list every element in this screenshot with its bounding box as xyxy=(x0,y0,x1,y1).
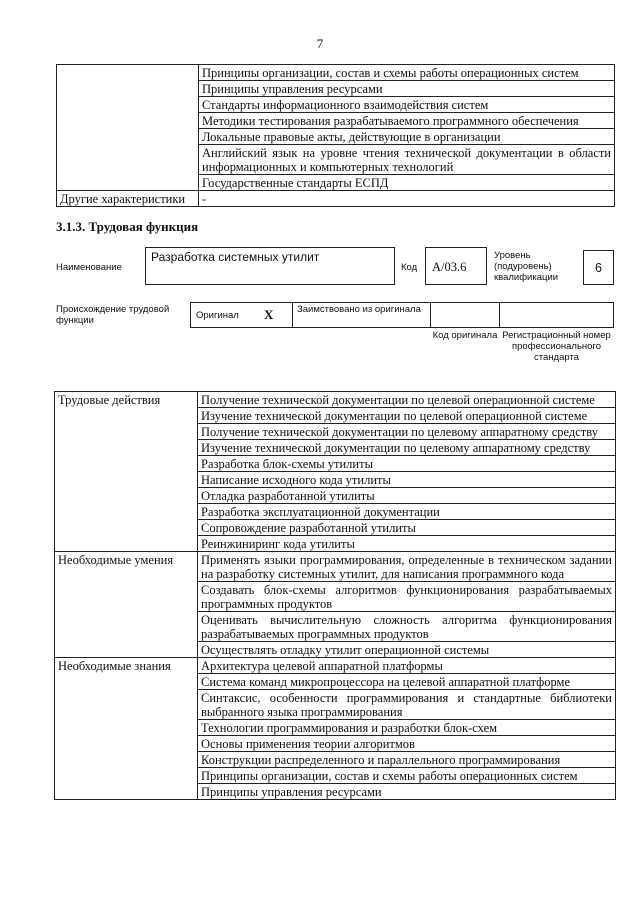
knowledge-3: Синтаксис, особенности программирования и стандартные библиотеки выбранного языка программирования xyxy=(198,690,616,720)
skills-label: Необходимые умения xyxy=(55,552,198,658)
original-code-label: Код оригинала xyxy=(432,330,498,341)
action-1: Получение технической документации по целевой операционной системе xyxy=(198,392,616,408)
reg-number-box xyxy=(499,302,614,328)
action-10: Реинжиниринг кода утилиты xyxy=(198,536,616,552)
action-6: Написание исходного кода утилиты xyxy=(198,472,616,488)
knowledge-7: Принципы организации, состав и схемы работы операционных систем xyxy=(198,768,616,784)
knowledge-5: Основы применения теории алгоритмов xyxy=(198,736,616,752)
borrowed-label: Заимствовано из оригинала xyxy=(297,304,421,315)
skill-2: Создавать блок-схемы алгоритмов функционирования разрабатываемых программных продуктов xyxy=(198,582,616,612)
skill-4: Осуществлять отладку утилит операционной системы xyxy=(198,642,616,658)
skill-1: Применять языки программирования, определенные в техническом задании на разработку системных утилит, для написания программного кода xyxy=(198,552,616,582)
top-row-2: Принципы управления ресурсами xyxy=(199,81,615,97)
knowledge-2: Система команд микропроцессора на целевой аппаратной платформе xyxy=(198,674,616,690)
skill-3: Оценивать вычислительную сложность алгоритма функционирования разрабатываемых программных продуктов xyxy=(198,612,616,642)
labor-function-table xyxy=(54,391,616,800)
knowledge-8: Принципы управления ресурсами xyxy=(198,784,616,800)
code-value: A/03.6 xyxy=(432,260,467,274)
level-value-box xyxy=(583,250,614,285)
name-label: Наименование xyxy=(56,262,122,273)
reg-number-label: Регистрационный номер профессионального стандарта xyxy=(502,330,611,363)
level-label: Уровень (подуровень) квалификации xyxy=(494,250,559,283)
top-row-3: Стандарты информационного взаимодействия систем xyxy=(199,97,615,113)
knowledge-6: Конструкции распределенного и параллельного программирования xyxy=(198,752,616,768)
knowledge-label: Необходимые знания xyxy=(55,658,198,800)
code-value-box xyxy=(425,247,487,285)
action-3: Получение технической документации по целевому аппаратному средству xyxy=(198,424,616,440)
section-title: 3.1.3. Трудовая функция xyxy=(56,219,199,234)
original-code-box xyxy=(430,302,500,328)
original-label: Оригинал xyxy=(196,310,239,321)
actions-label: Трудовые действия xyxy=(55,392,198,552)
code-label: Код xyxy=(401,262,418,273)
borrowed-box xyxy=(292,302,431,328)
origin-label: Происхождение трудовой функции xyxy=(56,304,170,326)
action-4: Изучение технической документации по целевому аппаратному средству xyxy=(198,440,616,456)
page-number: 7 xyxy=(316,36,324,51)
top-row-1: Принципы организации, состав и схемы работы операционных систем xyxy=(199,65,615,81)
knowledge-1: Архитектура целевой аппаратной платформы xyxy=(198,658,616,674)
top-row-7: Государственные стандарты ЕСПД xyxy=(199,175,615,191)
original-mark: X xyxy=(264,307,274,322)
name-value-box xyxy=(145,247,395,285)
name-value: Разработка системных утилит xyxy=(151,250,320,264)
action-8: Разработка эксплуатационной документации xyxy=(198,504,616,520)
action-5: Разработка блок-схемы утилиты xyxy=(198,456,616,472)
action-9: Сопровождение разработанной утилиты xyxy=(198,520,616,536)
top-row-6: Английский язык на уровне чтения технической документации в области информационных и компьютерных технологий xyxy=(199,145,615,175)
knowledge-4: Технологии программирования и разработки блок-схем xyxy=(198,720,616,736)
top-row-4: Методики тестирования разрабатываемого программного обеспечения xyxy=(199,113,615,129)
original-box xyxy=(190,302,293,328)
level-value: 6 xyxy=(595,261,602,275)
action-7: Отладка разработанной утилиты xyxy=(198,488,616,504)
empty-label-cell xyxy=(57,65,199,191)
knowledge-continuation-table xyxy=(56,64,615,207)
other-characteristics-label: Другие характеристики xyxy=(57,191,199,207)
other-characteristics-value: - xyxy=(199,191,615,207)
top-row-5: Локальные правовые акты, действующие в организации xyxy=(199,129,615,145)
action-2: Изучение технической документации по целевой операционной системе xyxy=(198,408,616,424)
